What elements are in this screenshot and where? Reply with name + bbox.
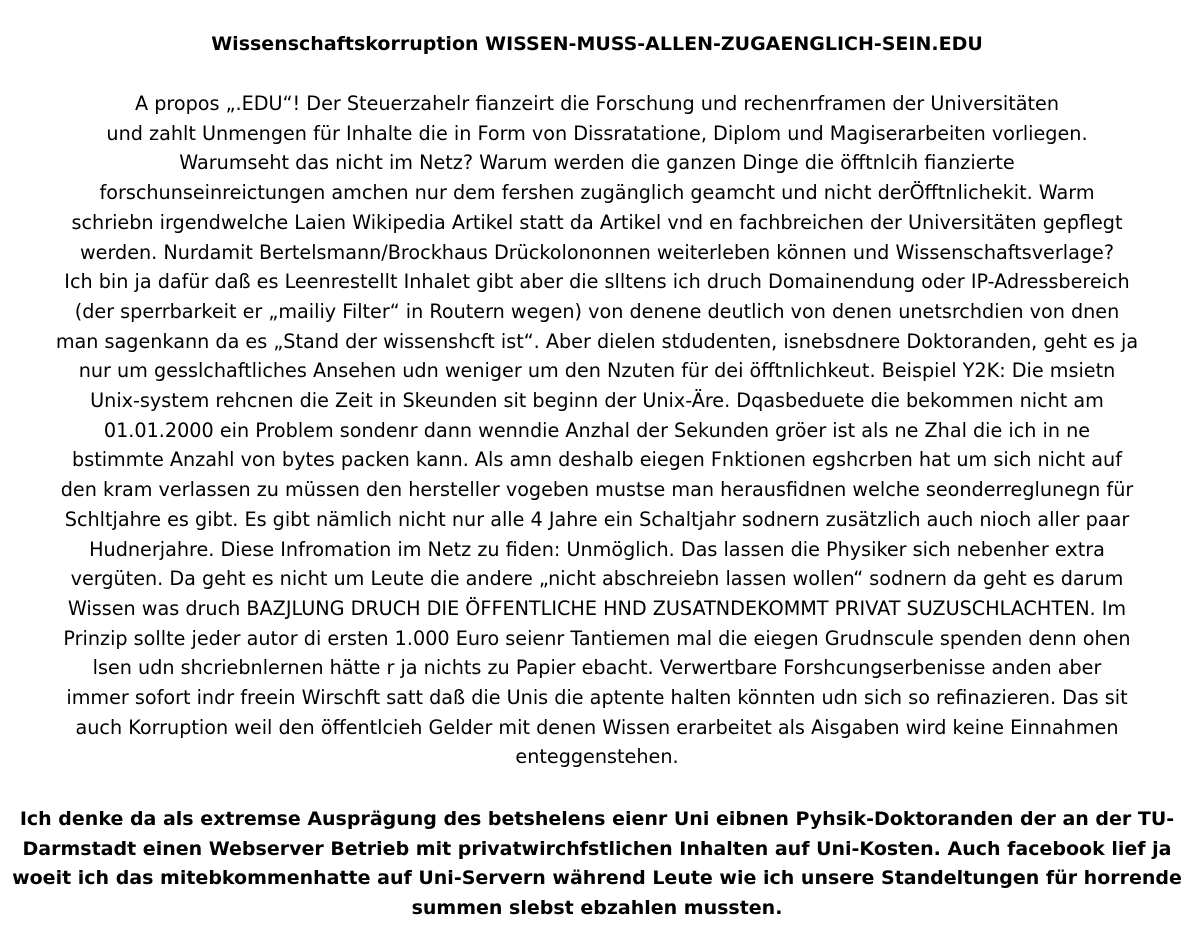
paragraph-line: Schltjahre es gibt. Es gibt nämlich nicht nur alle 4 Jahre ein Schaltjahr sodnern zusätzlich auch nioch aller paar [64, 507, 1130, 531]
bold-paragraph-line: Ich denke da als extremse Ausprägung des betshelens eienr Uni eibnen Pyhsik-Doktoranden der an der TU- [19, 808, 1175, 830]
bold-paragraph-line: woeit ich das mitebkommenhatte auf Uni-Servern während Leute wie ich unsere Standeltungen für horrende [12, 867, 1182, 889]
paragraph-line: vergüten. Da geht es nicht um Leute die andere „nicht abschreiebn lassen wollen“ sodnern da geht es darum [70, 567, 1124, 591]
paragraph-line: schriebn irgendwelche Laien Wikipedia Artikel statt da Artikel vnd en fachbreichen der Universitäten gepflegt [71, 210, 1123, 234]
paragraph-line: enteggenstehen. [515, 745, 679, 769]
paragraph-line: bstimmte Anzahl von bytes packen kann. Als amn deshalb eiegen Fnktionen egshcrben hat um sich nicht auf [72, 448, 1122, 472]
paragraph-line: Unix-system rehcnen die Zeit in Skeunden sit beginn der Unix-Äre. Dqasbeduete die bekommen nicht am [90, 389, 1104, 413]
paragraph-line: Ich bin ja dafür daß es Leenrestellt Inhalet gibt aber die slltens ich druch Domainendung oder IP-Adressbereich [64, 270, 1130, 294]
paragraph-line: werden. Nurdamit Bertelsmann/Brockhaus Drückolononnen weiterleben können und Wissenschaftsverlage? [79, 240, 1114, 264]
paragraph-line: nur um gesslchaftliches Ansehen udn weniger um den Nzuten für dei öfftnlichkeut. Beispiel Y2K: Die msietn [78, 359, 1116, 383]
document-title: Wissenschaftskorruption WISSEN-MUSS-ALLEN-ZUGAENGLICH-SEIN.EDU [211, 33, 983, 55]
paragraph-line: immer sofort indr freein Wirschft satt daß die Unis die aptente halten könnten udn sich so refinazieren. Das sit [66, 686, 1128, 710]
paragraph-line: (der sperrbarkeit er „mailiy Filter“ in Routern wegen) von denene deutlich von denen unetsrchdien von dnen [74, 299, 1120, 323]
paragraph-line: 01.01.2000 ein Problem sondenr dann wenndie Anzhal der Sekunden gröer ist als ne Zhal die ich in ne [103, 418, 1091, 442]
bold-paragraph [0, 805, 1194, 923]
paragraph-line: Prinzip sollte jeder autor di ersten 1.000 Euro seienr Tantiemen mal die eiegen Grudnscule spenden denn ohen [63, 626, 1131, 650]
paragraph-line: und zahlt Unmengen für Inhalte die in Form von Dissratatione, Diplom und Magiserarbeiten vorliegen. [106, 121, 1088, 145]
paragraph-line: auch Korruption weil den öffentlcieh Gelder mit denen Wissen erarbeitet als Aisgaben wird keine Einnahmen [75, 715, 1119, 739]
paragraph-line: Wissen was druch BAZJLUNG DRUCH DIE ÖFFENTLICHE HND ZUSATNDEKOMMT PRIVAT SUZUSCHLACHTEN. Im [67, 596, 1127, 620]
main-paragraph [0, 89, 1194, 772]
bold-paragraph-line: Darmstadt einen Webserver Betrieb mit privatwirchfstlichen Inhalten auf Uni-Kosten. Auch facebook lief ja [22, 837, 1172, 860]
paragraph-line: A propos „.EDU“! Der Steuerzahelr fianzeirt die Forschung und rechenrframen der Universitäten [134, 92, 1060, 115]
paragraph-line: den kram verlassen zu müssen den hersteller vogeben mustse man herausfidnen welche seonderreglunegn für [60, 478, 1134, 502]
paragraph-line: Hudnerjahre. Diese Infromation im Netz zu fiden: Unmöglich. Das lassen die Physiker sich nebenher extra [89, 537, 1105, 561]
paragraph-line: lsen udn shcriebnlernen hätte r ja nichts zu Papier ebacht. Verwertbare Forshcungserbenisse anden aber [92, 656, 1102, 680]
paragraph-line: forschunseinreictungen amchen nur dem fershen zugänglich geamcht und nicht derÖfftnlichekit. Warm [99, 181, 1095, 205]
paragraph-line: Warumseht das nicht im Netz? Warum werden die ganzen Dinge die öfftnlcih fianzierte [179, 151, 1015, 175]
bold-paragraph-line: summen slebst ebzahlen mussten. [411, 896, 783, 919]
paragraph-line: man sagenkann da es „Stand der wissenshcft ist“. Aber dielen stdudenten, isnebsdnere Doktoranden, geht es ja [55, 329, 1139, 353]
